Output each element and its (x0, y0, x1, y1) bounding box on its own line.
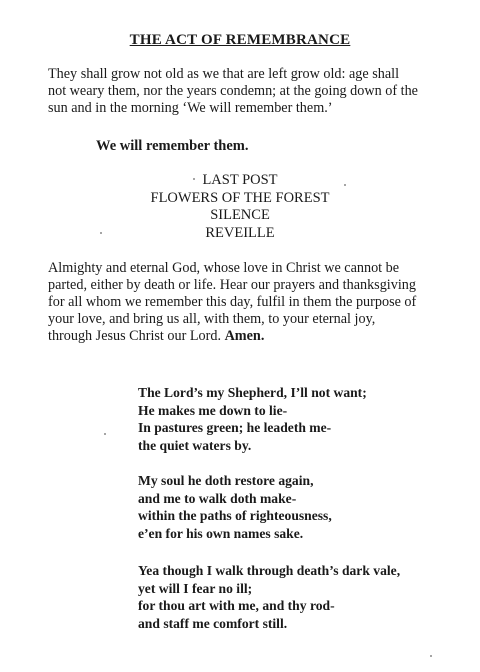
psalm-line: Yea though I walk through death’s dark vale, (138, 563, 401, 578)
music-item: FLOWERS OF THE FOREST (150, 189, 330, 206)
music-list (0, 172, 480, 242)
response-line: We will remember them. (96, 138, 249, 154)
psalm-line: and me to walk doth make- (138, 490, 297, 506)
psalm-line: and staff me comfort still. (138, 615, 288, 631)
psalm-line: the quiet waters by. (138, 437, 252, 453)
scan-speck (344, 184, 346, 186)
prayer-line: Almighty and eternal God, whose love in Christ we cannot be (48, 260, 400, 276)
prayer-closing-text: through Jesus Christ our Lord. (48, 328, 222, 344)
exhortation-line: sun and in the morning ‘We will remember them.’ (48, 100, 333, 116)
scan-speck (104, 433, 106, 435)
music-item: LAST POST (202, 172, 278, 188)
psalm-line: The Lord’s my Shepherd, I’ll not want; (138, 385, 367, 400)
psalm-line: for thou art with me, and thy rod- (138, 598, 335, 613)
psalm-verse-2 (138, 472, 468, 542)
psalm-verse-3 (138, 562, 468, 632)
psalm-line: He makes me down to lie- (138, 402, 288, 418)
exhortation-paragraph (48, 66, 468, 117)
music-item: SILENCE (210, 207, 270, 223)
scan-speck (193, 178, 195, 180)
exhortation-line: They shall grow not old as we that are left grow old: age shall (48, 66, 400, 82)
exhortation-line: not weary them, nor the years condemn; at the going down of the (48, 83, 418, 99)
psalm-verse-1 (138, 384, 468, 454)
scan-speck (430, 655, 432, 657)
psalm-line: In pastures green; he leadeth me- (138, 420, 332, 435)
prayer-line: your love, and bring us all, with them, to your eternal joy, (48, 311, 376, 327)
psalm-line: yet will I fear no ill; (138, 580, 253, 596)
psalm-line: within the paths of righteousness, (138, 508, 332, 523)
prayer-last-line (48, 328, 468, 345)
amen-text: Amen. (224, 328, 265, 344)
scan-speck (100, 232, 102, 234)
music-item: REVEILLE (205, 224, 275, 241)
page-title: THE ACT OF REMEMBRANCE (129, 32, 351, 48)
prayer-line: parted, either by death or life. Hear our prayers and thanksgiving (48, 277, 416, 293)
psalm-line: My soul he doth restore again, (138, 473, 314, 488)
psalm-line: e’en for his own names sake. (138, 525, 304, 541)
prayer-paragraph (48, 260, 468, 345)
prayer-line: for all whom we remember this day, fulfil in them the purpose of (48, 294, 417, 310)
